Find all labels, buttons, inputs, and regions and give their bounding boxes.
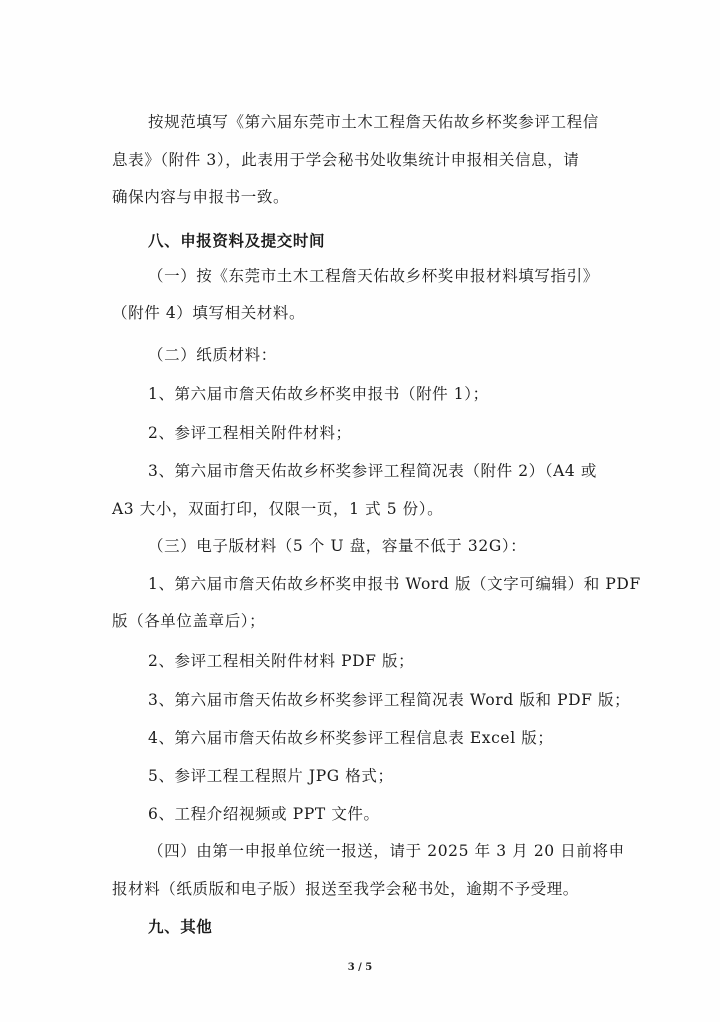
list-item: 2、参评工程相关附件材料；	[148, 424, 352, 442]
list-item: 1、第六届市詹天佑故乡杯奖申报书 Word 版（文字可编辑）和 PDF	[148, 575, 641, 593]
section-heading: 八、申报资料及提交时间	[148, 231, 326, 250]
list-item: 3、第六届市詹天佑故乡杯奖参评工程简况表（附件 2）（A4 或	[148, 462, 597, 480]
paragraph-line: 版（各单位盖章后）；	[112, 612, 266, 630]
paragraph-line: （一）按《东莞市土木工程詹天佑故乡杯奖申报材料填写指引》	[148, 267, 599, 285]
paragraph-line: 确保内容与申报书一致。	[112, 188, 290, 206]
paragraph-line: 按规范填写《第六届东莞市土木工程詹天佑故乡杯奖参评工程信	[148, 113, 599, 131]
list-item: 6、工程介绍视频或 PPT 文件。	[148, 805, 380, 823]
list-item: 1、第六届市詹天佑故乡杯奖申报书（附件 1）；	[148, 385, 489, 403]
list-item: 3、第六届市詹天佑故乡杯奖参评工程简况表 Word 版和 PDF 版；	[148, 691, 631, 709]
paragraph-line: A3 大小，双面打印，仅限一页，1 式 5 份）。	[112, 500, 444, 518]
paragraph-line: （四）由第一申报单位统一报送，请于 2025 年 3 月 20 日前将申	[148, 842, 625, 860]
paragraph-line: （三）电子版材料（5 个 U 盘，容量不低于 32G）：	[148, 537, 527, 555]
section-heading: 九、其他	[148, 917, 213, 936]
list-item: 2、参评工程相关附件材料 PDF 版；	[148, 652, 415, 670]
paragraph-line: （附件 4）填写相关材料。	[112, 304, 306, 322]
list-item: 5、参评工程工程照片 JPG 格式；	[148, 767, 394, 785]
page-number: 3 / 5	[347, 962, 373, 973]
paragraph-line: （二）纸质材料：	[148, 346, 277, 364]
paragraph-line: 息表》（附件 3），此表用于学会秘书处收集统计申报相关信息，请	[112, 151, 580, 169]
list-item: 4、第六届市詹天佑故乡杯奖参评工程信息表 Excel 版；	[148, 729, 554, 747]
paragraph-line: 报材料（纸质版和电子版）报送至我学会秘书处，逾期不予受理。	[112, 880, 579, 898]
